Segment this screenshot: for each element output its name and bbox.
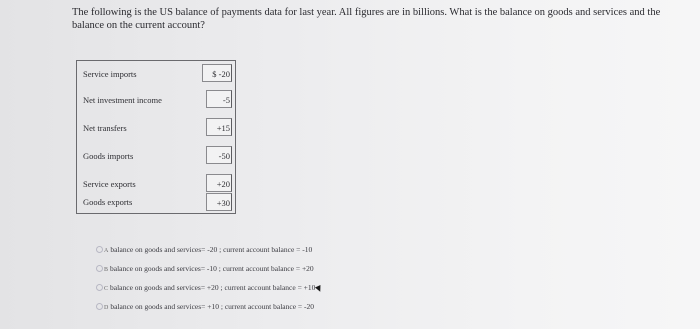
row-label: Net investment income — [83, 95, 162, 105]
row-value: -5 — [206, 90, 232, 108]
option-c[interactable] — [96, 283, 322, 302]
radio-button[interactable] — [96, 303, 103, 310]
option-d[interactable] — [96, 302, 322, 321]
option-letter: B — [104, 267, 109, 273]
row-label: Service imports — [83, 69, 137, 79]
question-text: The following is the US balance of payments data for last year. All figures are in billions. What is the balance on goods and services and the balance on the current account? — [72, 7, 661, 31]
row-value: $ -20 — [202, 64, 232, 82]
row-value: +20 — [206, 174, 232, 192]
option-letter: C — [104, 286, 109, 292]
radio-button[interactable] — [96, 246, 103, 253]
option-text: balance on goods and services= -20 ; current account balance = -10 — [110, 245, 313, 254]
row-value: -50 — [206, 146, 232, 164]
option-text: balance on goods and services= +20 ; current account balance = +10 — [110, 283, 316, 292]
option-letter: D — [104, 305, 109, 311]
row-label: Net transfers — [83, 123, 127, 133]
option-b[interactable] — [96, 264, 322, 283]
row-value: +30 — [206, 193, 232, 211]
radio-button[interactable] — [96, 284, 103, 291]
radio-button[interactable] — [96, 265, 103, 272]
row-value: +15 — [206, 118, 232, 136]
row-label: Goods imports — [83, 151, 134, 161]
table-row — [77, 192, 235, 214]
option-a[interactable] — [96, 245, 322, 264]
option-text: balance on goods and services= -10 ; current account balance = +20 — [110, 264, 314, 273]
balance-of-payments-table — [76, 60, 236, 214]
row-label: Service exports — [83, 179, 136, 189]
table-row — [77, 89, 235, 111]
row-label: Goods exports — [83, 197, 133, 207]
answer-options — [96, 245, 322, 321]
table-row — [77, 63, 235, 85]
table-row — [77, 145, 235, 167]
mouse-cursor-icon — [315, 285, 323, 293]
option-letter: A — [104, 248, 109, 254]
table-row — [77, 117, 235, 139]
option-text: balance on goods and services= +10 ; current account balance = -20 — [110, 302, 314, 311]
